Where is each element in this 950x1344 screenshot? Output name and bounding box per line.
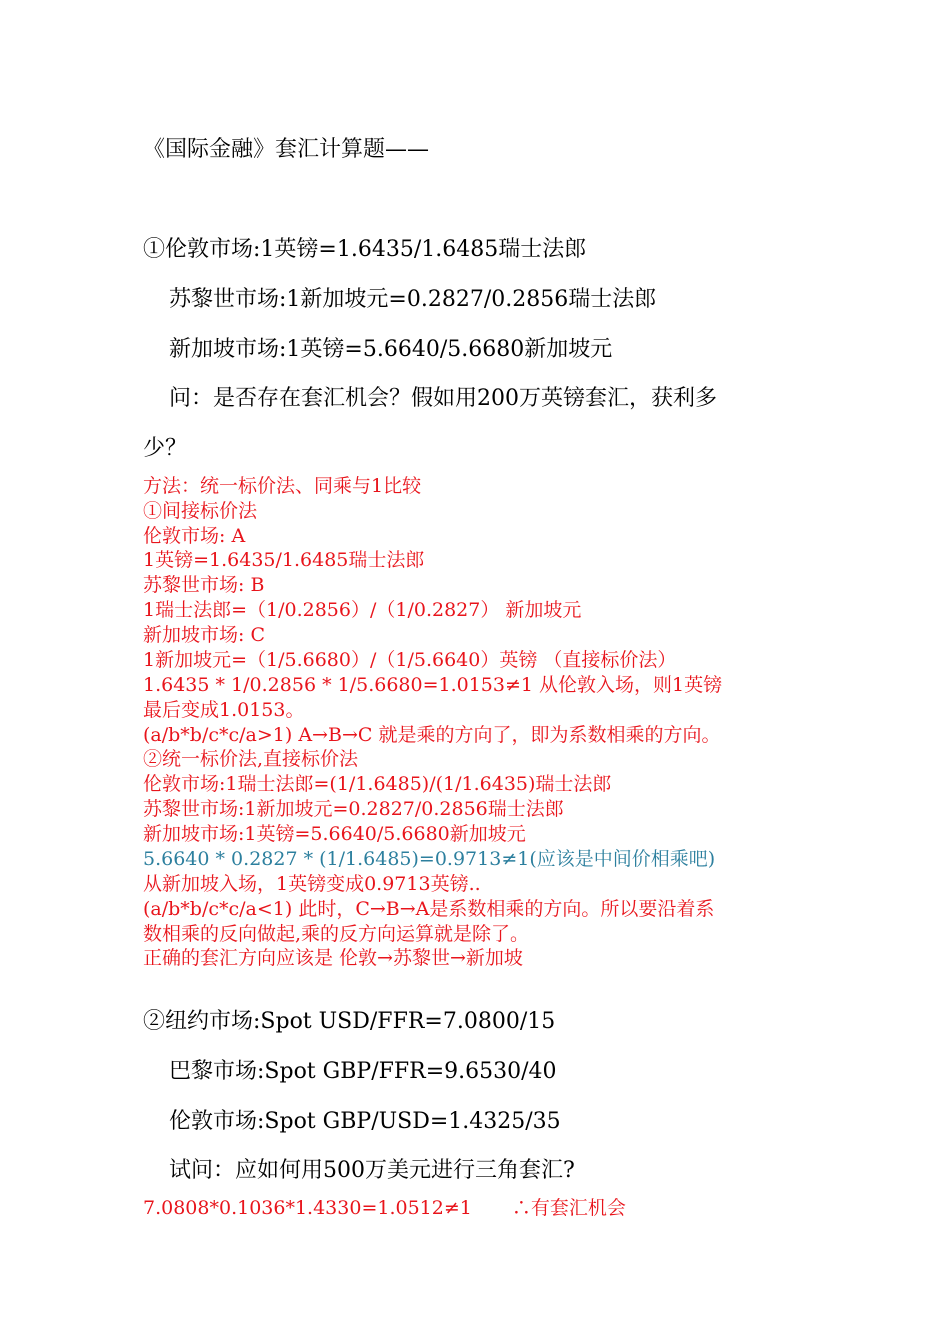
answer-1-line-1: 方法：统一标价法、同乘与1比较 (143, 475, 422, 497)
answer-1-line-18: (a/b*b/c*c/a<1) 此时，C→B→A是系数相乘的方向。所以要沿着系 (143, 898, 715, 920)
answer-1-line-14: 苏黎世市场:1新加坡元=0.2827/0.2856瑞士法郎 (143, 798, 564, 820)
document-title: 《国际金融》套汇计算题—— (143, 137, 430, 162)
answer-1-line-6: 1瑞士法郎=（1/0.2856）/（1/0.2827） 新加坡元 (143, 599, 582, 621)
question-2-line-2: 巴黎市场:Spot GBP/FFR=9.6530/40 (169, 1059, 557, 1084)
answer-1-line-16: 5.6640 * 0.2827 * (1/1.6485)=0.9713≠1(应该是中间价相乘吧) (143, 848, 716, 870)
answer-1-line-2: ①间接标价法 (143, 500, 258, 522)
answer-1-line-3: 伦敦市场: A (143, 525, 246, 547)
question-2-line-3: 伦敦市场:Spot GBP/USD=1.4325/35 (169, 1109, 561, 1134)
question-2-line-1: ②纽约市场:Spot USD/FFR=7.0800/15 (143, 1009, 556, 1034)
answer-1-line-13: 伦敦市场:1瑞士法郎=(1/1.6485)/(1/1.6435)瑞士法郎 (143, 773, 612, 795)
answer-2-formula: 7.0808*0.1036*1.4330=1.0512≠1 (143, 1197, 472, 1219)
answer-1-line-4: 1英镑=1.6435/1.6485瑞士法郎 (143, 549, 425, 571)
answer-1-line-20: 正确的套汇方向应该是 伦敦→苏黎世→新加坡 (143, 947, 523, 969)
answer-1-line-17: 从新加坡入场，1英镑变成0.9713英镑.. (143, 873, 481, 895)
answer-1-line-15: 新加坡市场:1英镑=5.6640/5.6680新加坡元 (143, 823, 526, 845)
question-2-line-4: 试问：应如何用500万美元进行三角套汇? (169, 1158, 575, 1183)
question-1-line-4: 问：是否存在套汇机会？假如用200万英镑套汇，获利多 (169, 386, 717, 411)
answer-1-line-10: 最后变成1.0153。 (143, 699, 305, 721)
answer-1-line-19: 数相乘的反向做起,乘的反方向运算就是除了。 (143, 923, 530, 945)
answer-1-line-12: ②统一标价法,直接标价法 (143, 748, 359, 770)
answer-1-line-7: 新加坡市场: C (143, 624, 265, 646)
question-1-line-3: 新加坡市场:1英镑=5.6640/5.6680新加坡元 (169, 337, 613, 362)
answer-1-line-9: 1.6435 * 1/0.2856 * 1/5.6680=1.0153≠1 从伦敦入场，则1英镑 (143, 674, 723, 696)
answer-1-line-8: 1新加坡元=（1/5.6680）/（1/5.6640）英镑 （直接标价法） (143, 649, 677, 671)
answer-2-line (143, 1196, 626, 1220)
question-1-line-2: 苏黎世市场:1新加坡元=0.2827/0.2856瑞士法郎 (169, 287, 657, 312)
answer-1-line-11: (a/b*b/c*c/a>1) A→B→C 就是乘的方向了，即为系数相乘的方向。 (143, 724, 721, 746)
question-1-line-5: 少？ (143, 436, 188, 461)
answer-2-conclusion: ∴有套汇机会 (511, 1197, 626, 1219)
question-1-line-1: ①伦敦市场:1英镑=1.6435/1.6485瑞士法郎 (143, 237, 587, 262)
answer-1-line-5: 苏黎世市场: B (143, 574, 265, 596)
